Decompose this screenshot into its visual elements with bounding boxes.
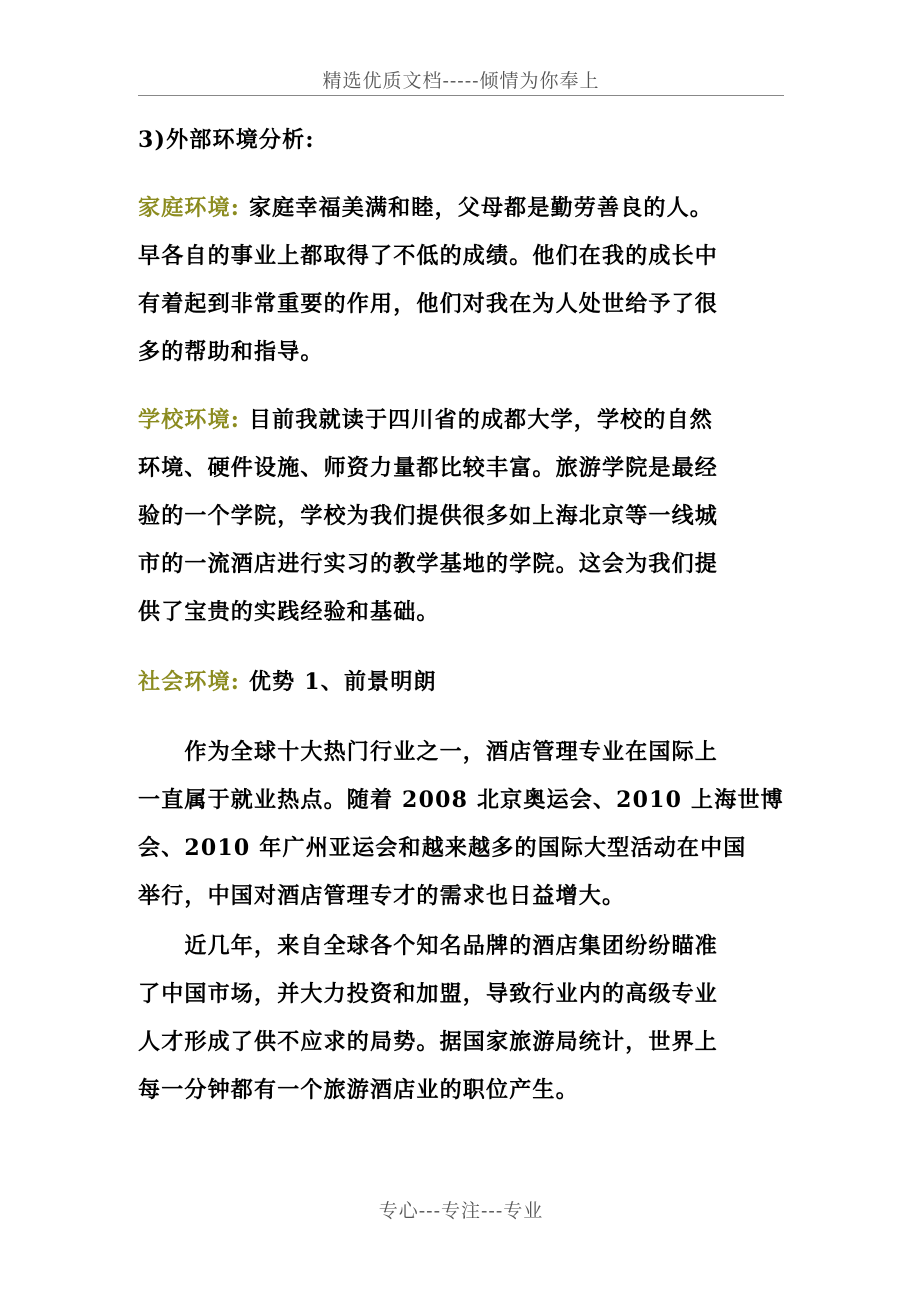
- school-line-5: 供了宝贵的实践经验和基础。: [138, 599, 440, 625]
- society-p1-line-3: 会、2010 年广州亚运会和越来越多的国际大型活动在中国: [138, 835, 747, 861]
- school-line-3: 验的一个学院，学校为我们提供很多如上海北京等一线城: [138, 503, 719, 529]
- society-p2-line-4: 每一分钟都有一个旅游酒店业的职位产生。: [138, 1077, 579, 1103]
- family-text: 家庭幸福美满和睦，父母都是勤劳善良的人。: [240, 195, 713, 221]
- society-p1-line-2: 一直属于就业热点。随着 2008 北京奥运会、2010 上海世博: [138, 787, 784, 813]
- family-label: 家庭环境:: [138, 195, 241, 221]
- school-text: 目前我就读于四川省的成都大学，学校的自然: [240, 407, 713, 433]
- page-footer: 专心---专注---专业: [378, 1200, 544, 1222]
- school-line-1: [138, 405, 713, 435]
- society-p2-line-1: 近几年，来自全球各个知名品牌的酒店集团纷纷瞄准: [138, 933, 719, 959]
- family-line-4: 多的帮助和指导。: [138, 339, 324, 365]
- school-line-2: 环境、硬件设施、师资力量都比较丰富。旅游学院是最经: [138, 455, 719, 481]
- family-line-3: 有着起到非常重要的作用，他们对我在为人处世给予了很: [138, 291, 719, 317]
- page-header: 精选优质文档-----倾情为你奉上: [322, 70, 600, 92]
- family-line-2: 早各自的事业上都取得了不低的成绩。他们在我的成长中: [138, 243, 719, 269]
- society-p1-line-1: 作为全球十大热门行业之一，酒店管理专业在国际上: [138, 739, 719, 765]
- family-line-1: [138, 193, 713, 223]
- society-intro: 优势 1、前景明朗: [240, 669, 437, 695]
- school-line-4: 市的一流酒店进行实习的教学基地的学院。这会为我们提: [138, 551, 719, 577]
- society-p2-line-2: 了中国市场，并大力投资和加盟，导致行业内的高级专业: [138, 981, 719, 1007]
- society-label: 社会环境:: [138, 669, 241, 695]
- header-divider: [138, 95, 784, 96]
- society-p2-line-3: 人才形成了供不应求的局势。据国家旅游局统计，世界上: [138, 1029, 719, 1055]
- society-line-1: [138, 667, 437, 697]
- school-label: 学校环境:: [138, 407, 241, 433]
- society-p1-line-4: 举行，中国对酒店管理专才的需求也日益增大。: [138, 883, 626, 909]
- section-heading: 3)外部环境分析:: [138, 127, 315, 153]
